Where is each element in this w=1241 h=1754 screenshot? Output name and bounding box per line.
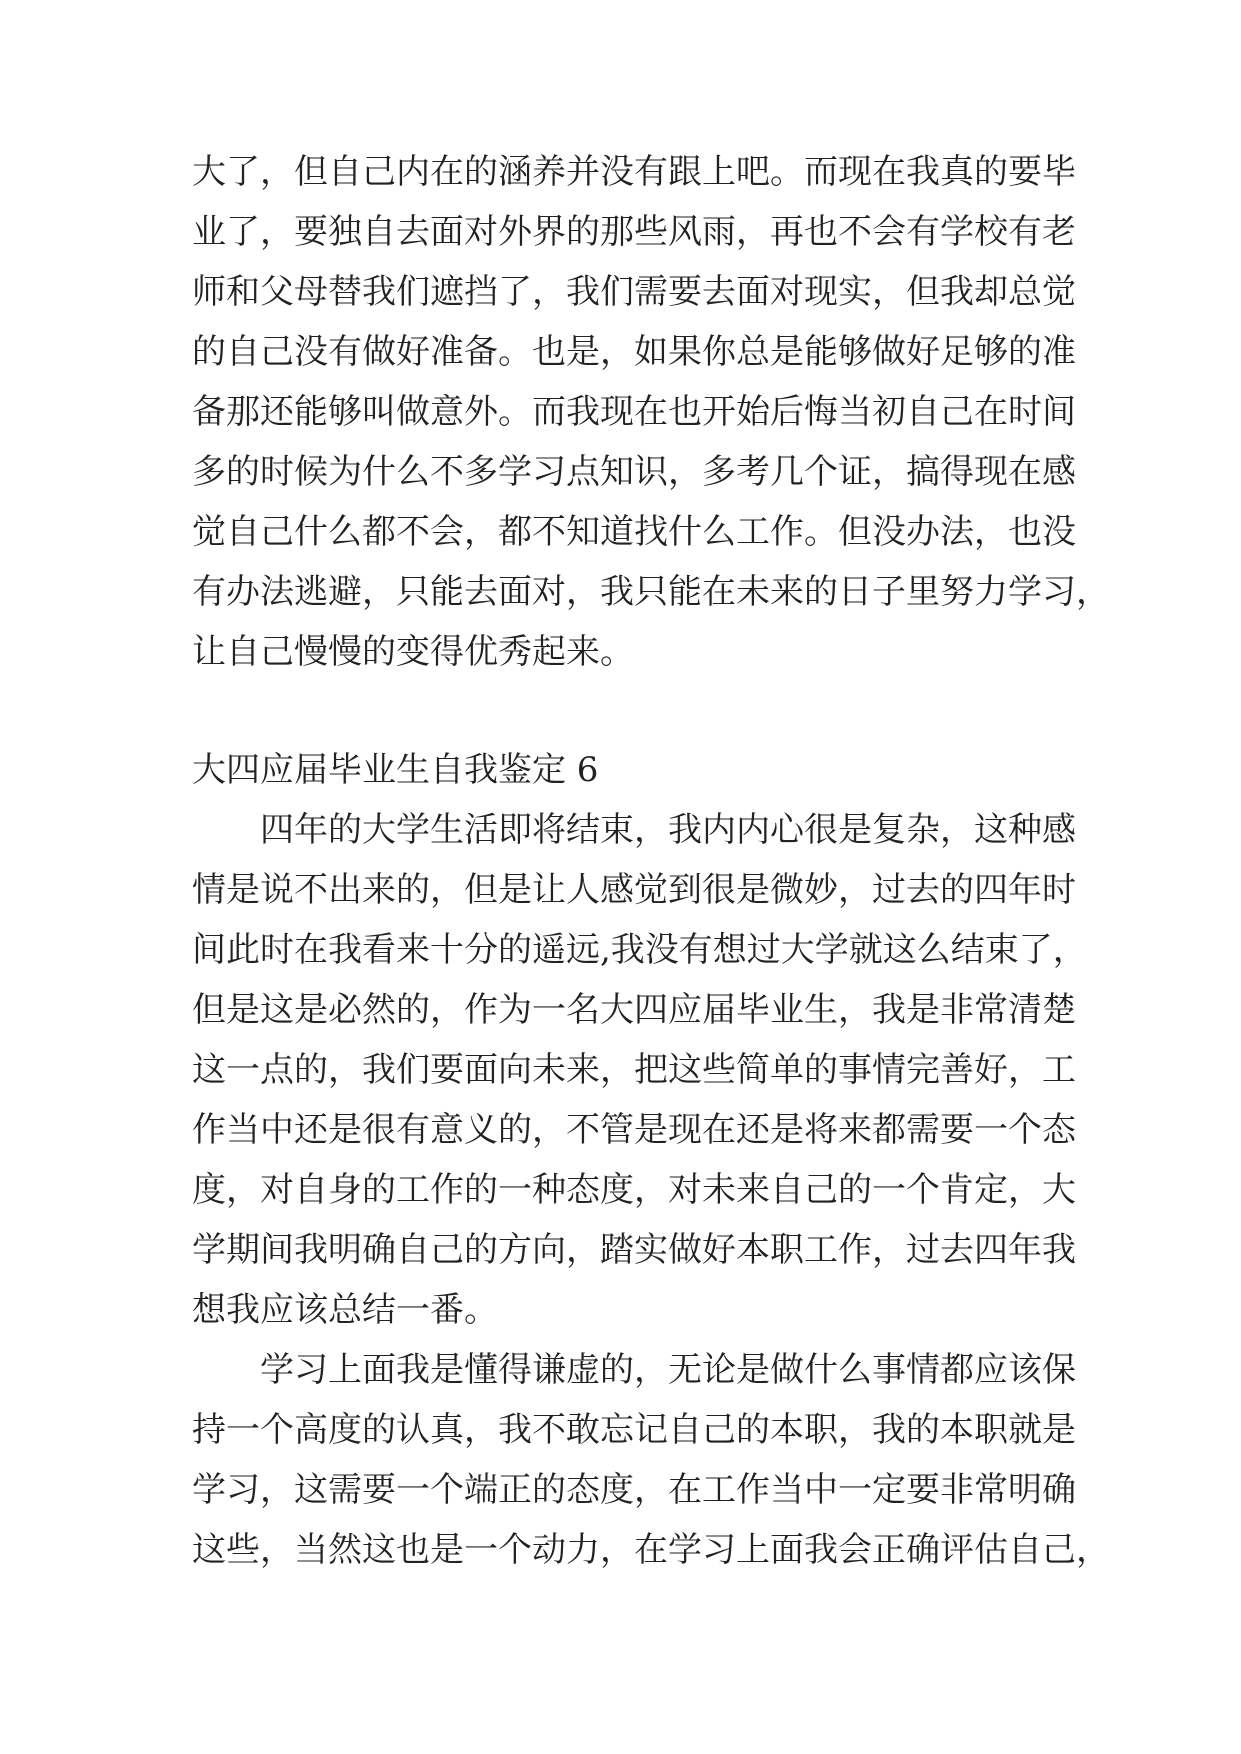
paragraph-line: 但是这是必然的，作为一名大四应届毕业生，我是非常清楚 [192, 990, 1076, 1030]
paragraph-line: 大了，但自己内在的涵养并没有跟上吧。而现在我真的要毕 [192, 152, 1076, 192]
paragraph-line: 的自己没有做好准备。也是，如果你总是能够做好足够的准 [192, 332, 1076, 372]
paragraph-line: 业了，要独自去面对外界的那些风雨，再也不会有学校有老 [192, 212, 1076, 252]
paragraph-line: 间此时在我看来十分的遥远,我没有想过大学就这么结束了， [192, 930, 1087, 970]
section-title: 大四应届毕业生自我鉴定 6 [192, 750, 599, 790]
paragraph-line: 持一个高度的认真，我不敢忘记自己的本职，我的本职就是 [192, 1410, 1076, 1450]
paragraph-line: 备那还能够叫做意外。而我现在也开始后悔当初自己在时间 [192, 392, 1076, 432]
paragraph-line: 作当中还是很有意义的，不管是现在还是将来都需要一个态 [192, 1110, 1076, 1150]
paragraph-line: 这些，当然这也是一个动力，在学习上面我会正确评估自己， [192, 1530, 1110, 1570]
paragraph-line: 这一点的，我们要面向未来，把这些简单的事情完善好，工 [192, 1050, 1076, 1090]
paragraph-line: 情是说不出来的，但是让人感觉到很是微妙，过去的四年时 [192, 870, 1076, 910]
paragraph-line: 多的时候为什么不多学习点知识，多考几个证，搞得现在感 [192, 452, 1076, 492]
paragraph-line: 学习，这需要一个端正的态度，在工作当中一定要非常明确 [192, 1470, 1076, 1510]
paragraph-line: 学习上面我是懂得谦虚的，无论是做什么事情都应该保 [260, 1350, 1076, 1390]
paragraph-line: 想我应该总结一番。 [192, 1290, 498, 1330]
paragraph-line: 觉自己什么都不会，都不知道找什么工作。但没办法，也没 [192, 512, 1076, 552]
paragraph-line: 有办法逃避，只能去面对，我只能在未来的日子里努力学习， [192, 572, 1110, 612]
paragraph-line: 学期间我明确自己的方向，踏实做好本职工作，过去四年我 [192, 1230, 1076, 1270]
paragraph-line: 让自己慢慢的变得优秀起来。 [192, 632, 634, 672]
paragraph-line: 师和父母替我们遮挡了，我们需要去面对现实，但我却总觉 [192, 272, 1076, 312]
paragraph-line: 四年的大学生活即将结束，我内内心很是复杂，这种感 [260, 810, 1076, 850]
paragraph-line: 度，对自身的工作的一种态度，对未来自己的一个肯定，大 [192, 1170, 1076, 1210]
